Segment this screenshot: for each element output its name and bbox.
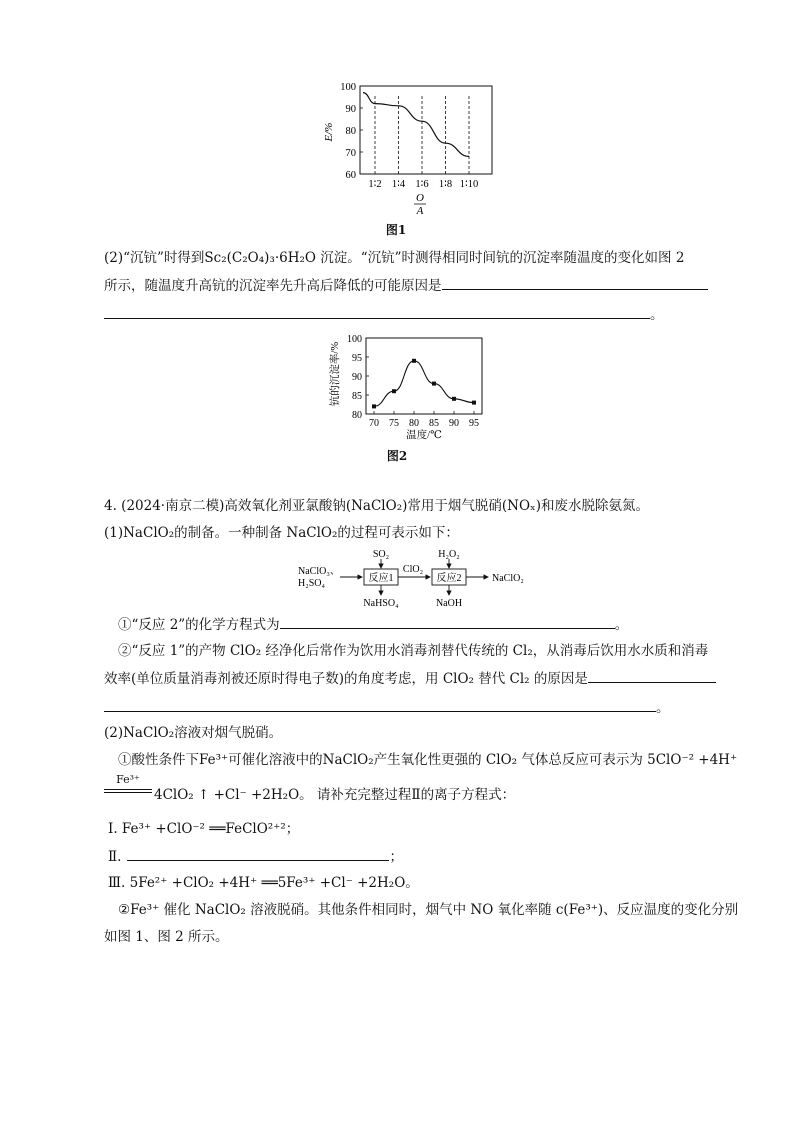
- figure2-chart: [322, 332, 492, 444]
- figure2-data-point: [392, 389, 396, 393]
- step-3: Ⅲ. 5Fe²⁺ +ClO₂ +4H⁺ ══5Fe³⁺ +Cl⁻ +2H₂O。: [108, 875, 419, 891]
- step-2-label: Ⅱ.: [108, 849, 122, 865]
- q2-line1: (2)“沉钪”时得到Sc₂(C₂O₄)₃·6H₂O 沉淀。“沉钪”时测得相同时间钪的沉淀率随温度的变化如图 2: [104, 250, 685, 266]
- figure1-caption: 图1: [385, 223, 407, 237]
- figure2-ytick-label: 90: [352, 372, 362, 383]
- figure2-ytick-label: 100: [347, 334, 362, 345]
- flow-output-1: NaHSO₄: [363, 598, 399, 609]
- q4-sub1: (1)NaClO₂的制备。一种制备 NaClO₂的过程可表示如下：: [104, 525, 459, 541]
- figure2-ytick-label: 95: [352, 353, 362, 364]
- q4-p2-line1: ②Fe³⁺ 催化 NaClO₂ 溶液脱硝。其他条件相同时，烟气中 NO 氧化率随 c(Fe³⁺)、反应温度的变化分别: [118, 902, 739, 918]
- figure1-xlabel-denominator: A: [416, 205, 424, 217]
- figure2-xtick-label: 95: [469, 418, 479, 429]
- flow-diagram: [290, 544, 550, 610]
- flow-output-2: NaOH: [435, 598, 463, 609]
- q2-line2: 所示，随温度升高钪的沉淀率先升高后降低的可能原因是: [104, 278, 442, 294]
- figure2-ytick-label: 80: [352, 410, 362, 421]
- figure2-curve: [374, 361, 474, 407]
- flow-product: NaClO₂: [492, 573, 524, 584]
- step-1: Ⅰ. Fe³⁺ +ClO⁻² ══FeClO²⁺²；: [108, 821, 300, 837]
- figure2-data-point: [372, 404, 376, 408]
- flow-reactant-1: NaClO₃、: [298, 566, 340, 577]
- figure2-xtick-label: 85: [429, 418, 439, 429]
- figure1-ytick-label: 90: [345, 104, 356, 115]
- figure2-data-point: [472, 401, 476, 405]
- figure1-curve: [363, 93, 469, 157]
- q4-p1-line1: ①酸性条件下Fe³⁺可催化溶液中的NaClO₂产生氧化性更强的 ClO₂ 气体总反应可表示为 5ClO⁻² +4H⁺: [118, 752, 738, 768]
- figure2-xtick-label: 80: [409, 418, 419, 429]
- figure2-xtick-label: 70: [369, 418, 379, 429]
- q4-2-line2: 效率(单位质量消毒剂被还原时得电子数)的角度考虑，用 ClO₂ 替代 Cl₂ 的原因是: [104, 671, 588, 687]
- figure1-xtick-label: 1∶10: [459, 179, 479, 190]
- q2-answer-blank-1[interactable]: [442, 275, 708, 290]
- flow-intermediate: ClO₂: [402, 564, 424, 575]
- figure2-ytick-label: 85: [352, 391, 362, 402]
- figure2-caption: 图2: [386, 449, 408, 463]
- q4-title: 4. (2024·南京二模)高效氧化剂亚氯酸钠(NaClO₂)常用于烟气脱硝(NOₓ)和废水脱除氨氮。: [104, 498, 650, 514]
- figure1-xtick-label: 1∶8: [438, 179, 453, 190]
- figure1-frame: [360, 86, 492, 174]
- q4-p1-line2: 4ClO₂ ↑ +Cl⁻ +2H₂O。 请补充完整过程Ⅱ的离子方程式：: [154, 787, 516, 803]
- figure1-chart: [320, 80, 500, 220]
- figure1-xtick-label: 1∶2: [368, 179, 382, 190]
- figure2-ylabel: 钪的沉淀率/%: [330, 341, 341, 407]
- q4-2-end: 。: [656, 700, 670, 716]
- q4-2-line1: ②“反应 1”的产物 ClO₂ 经净化后常作为饮用水消毒剂替代传统的 Cl₂，从消毒后饮用水水质和消毒: [118, 643, 709, 659]
- figure1-ytick-label: 80: [345, 126, 356, 137]
- figure1-ytick-label: 70: [345, 148, 356, 159]
- flow-box-2-label: 反应2: [436, 573, 462, 584]
- figure2-xtick-label: 75: [389, 418, 399, 429]
- q4-p2-line2: 如图 1、图 2 所示。: [104, 929, 229, 945]
- q4-2-answer-blank-1[interactable]: [588, 668, 716, 683]
- figure2-data-point: [412, 359, 416, 363]
- flow-input-1: SO₂: [372, 549, 390, 560]
- figure2-frame: [366, 338, 482, 414]
- q2-answer-blank-2[interactable]: [104, 304, 650, 319]
- figure1-ytick-label: 60: [345, 170, 356, 181]
- figure1-xtick-label: 1∶6: [415, 179, 429, 190]
- q4-1-answer-blank[interactable]: [280, 614, 615, 629]
- q4-1-prompt: ①“反应 2”的化学方程式为: [118, 617, 280, 633]
- flow-box-1-label: 反应1: [368, 573, 394, 584]
- q4-2-answer-blank-2[interactable]: [104, 697, 656, 712]
- q2-end-mark: 。: [650, 307, 664, 323]
- flow-input-2: H₂O₂: [438, 549, 460, 560]
- step-2-end: ；: [389, 849, 403, 865]
- figure1-ylabel: E/%: [323, 122, 335, 142]
- figure1-xlabel-numerator: O: [416, 192, 424, 204]
- q4-sub2: (2)NaClO₂溶液对烟气脱硝。: [104, 725, 283, 741]
- catalyst-label: Fe³⁺: [116, 773, 140, 786]
- q4-1-end: 。: [614, 617, 629, 633]
- equilibrium-sign: [104, 789, 152, 793]
- flow-reactant-2: H₂SO₄: [298, 578, 325, 589]
- figure1-ytick-label: 100: [340, 82, 356, 93]
- figure2-xlabel: 温度/℃: [406, 430, 442, 441]
- figure2-xtick-label: 90: [449, 418, 459, 429]
- figure2-data-point: [432, 382, 436, 386]
- figure2-data-point: [452, 397, 456, 401]
- figure1-xtick-label: 1∶4: [391, 179, 406, 190]
- step-2-answer-blank[interactable]: [127, 846, 389, 861]
